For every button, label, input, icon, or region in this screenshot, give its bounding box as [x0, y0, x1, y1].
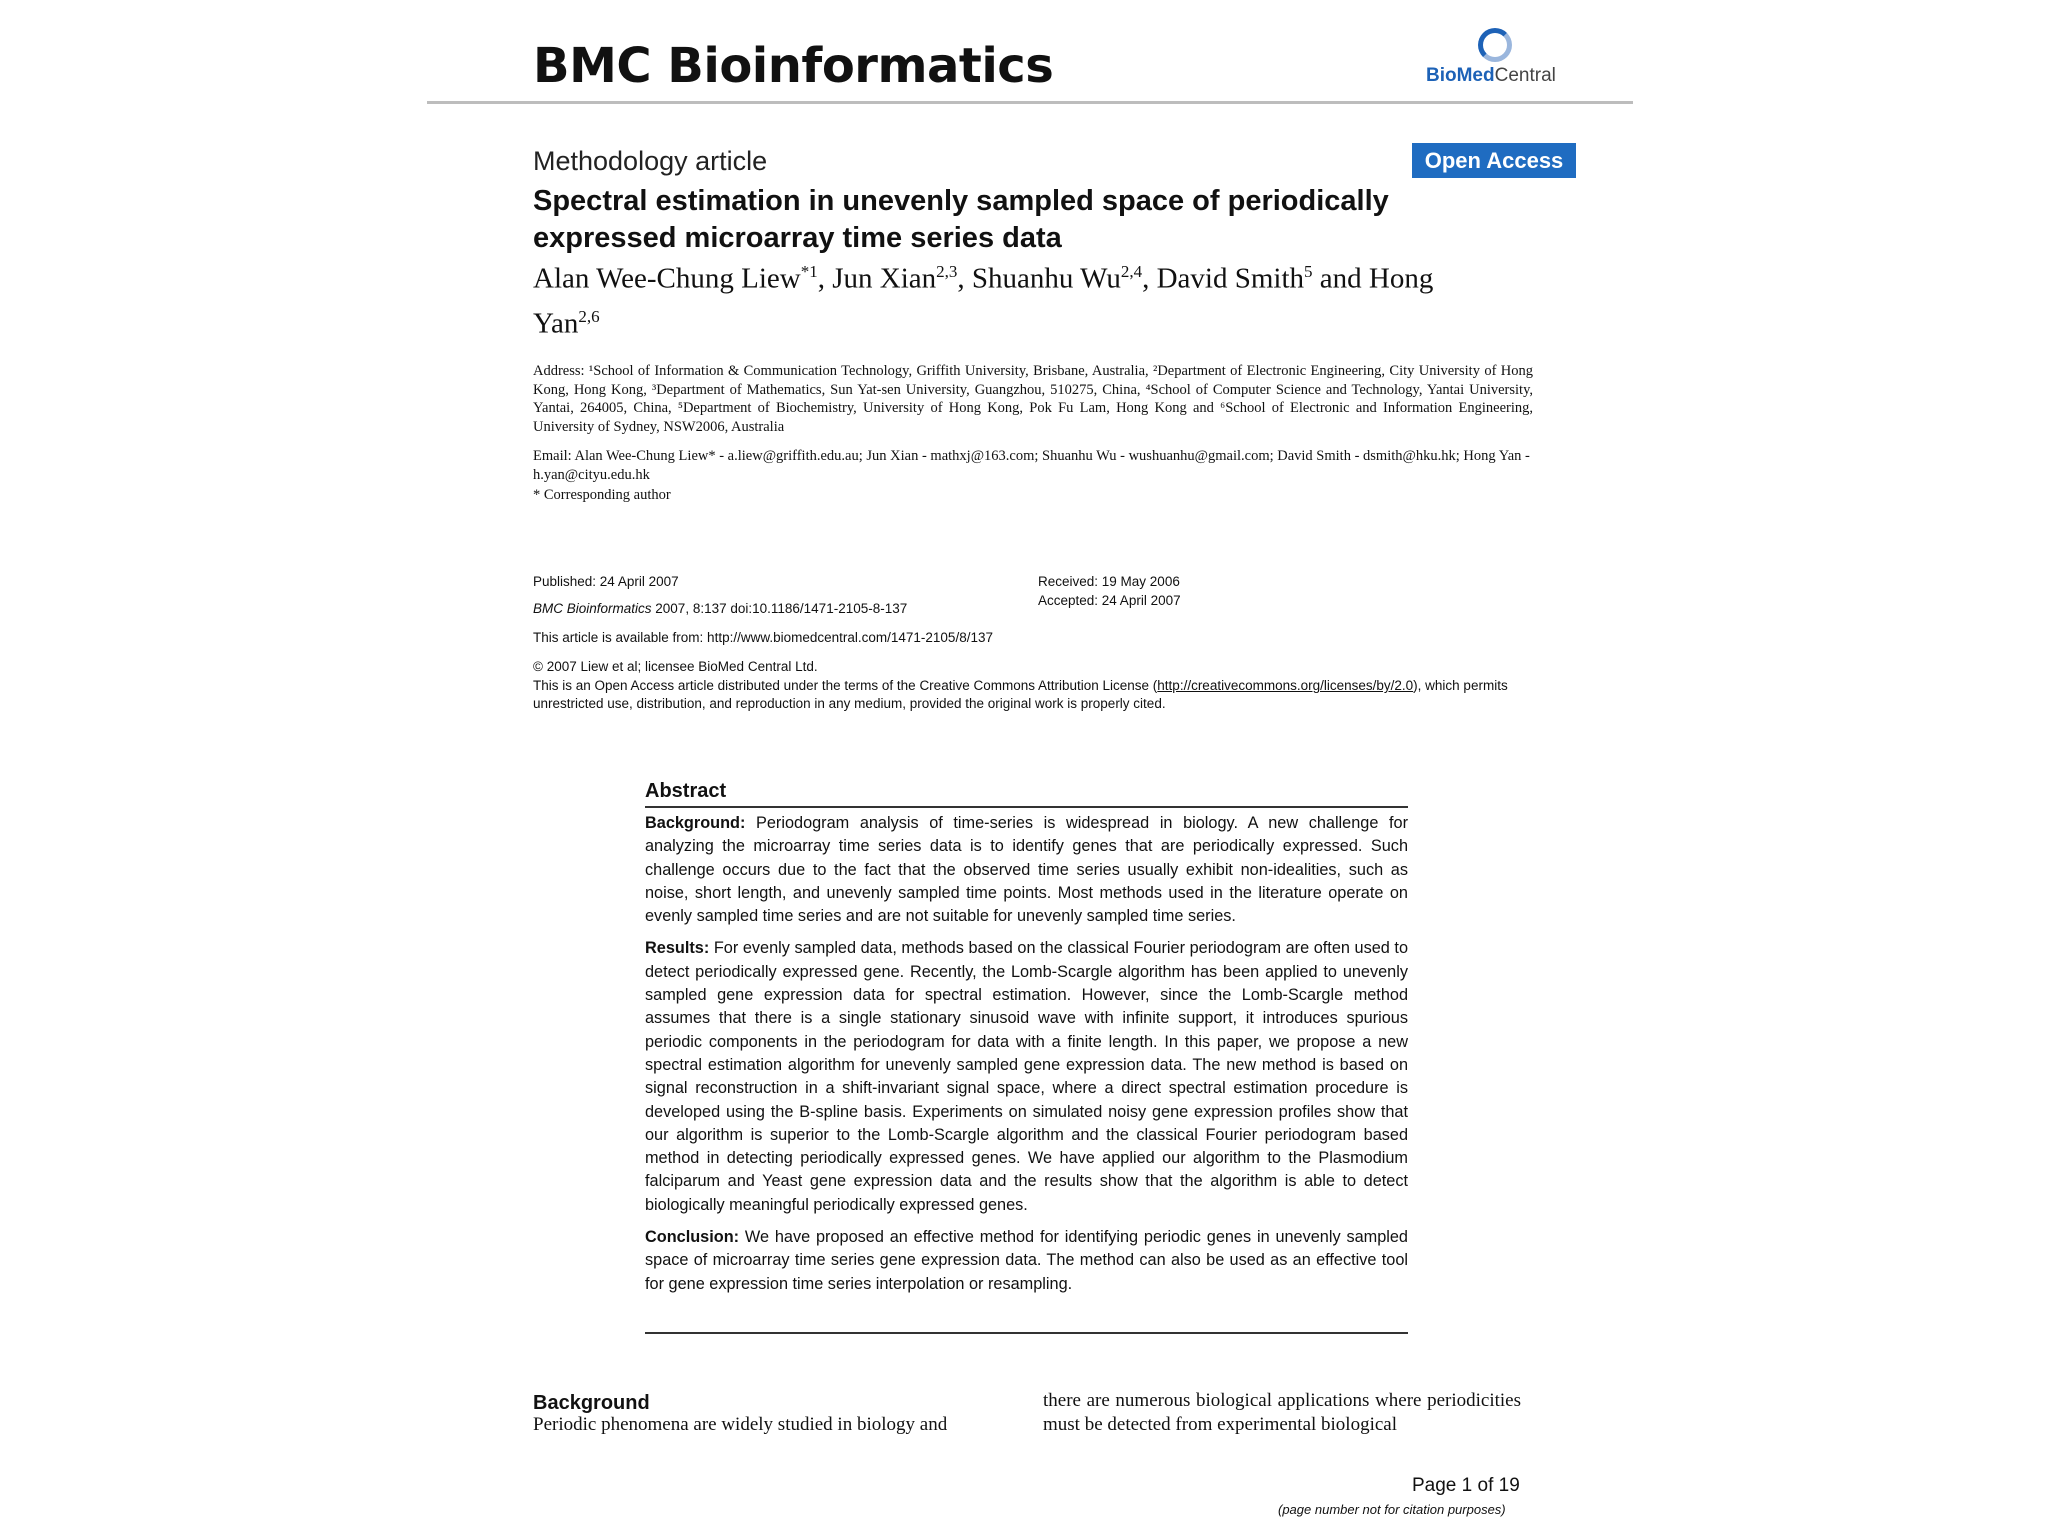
author-addresses: Address: ¹School of Information & Communication Technology, Griffith University, Brisbane, Australia, ²Department of Electronic Engineering, City University of Hong Kong, Hong Kong, ³Department of Mathematics, Sun Yat-sen University, Guangzhou, 510275, China, ⁴School of Computer Science and Technology, Yantai University, Yantai, 264005, China, ⁵Department of Biochemistry, University of Hong Kong, Pok Fu Lam, Hong Kong and ⁶School of Electronic and Information Engineering, University of Sydney, NSW2006, Australia — [533, 363, 1533, 435]
author-name: David Smith — [1156, 262, 1305, 295]
abstract-results-label: Results: — [645, 939, 710, 958]
author-separator: and — [1312, 262, 1369, 295]
abstract-results-text: For evenly sampled data, methods based on the classical Fourier periodogram are often used to detect periodically expressed gene. Recently, the Lomb-Scargle algorithm has been applied to unevenly sampled gene expression data for spectral estimation. However, since the Lomb-Scargle method assumes that there is a single stationary sinusoid wave with infinite support, it introduces spurious periodic components in the periodogram for data with a finite length. In this paper, we propose a new spectral estimation algorithm for unevenly sampled gene expression data. The new method is based on signal reconstruction in a shift-invariant signal space, where a direct spectral estimation procedure is developed using the B-spline basis. Experiments on simulated noisy gene expression profiles show that our algorithm is superior to the Lomb-Scargle algorithm and the classical Fourier periodogram based method in detecting periodically expressed genes. We have applied our algorithm to the Plasmodium falciparum and Yeast gene expression data and the results show that the algorithm is able to detect biologically meaningful periodically expressed genes. — [645, 939, 1408, 1214]
author-emails[interactable]: Email: Alan Wee-Chung Liew* - a.liew@griffith.edu.au; Jun Xian - mathxj@163.com; Shuanhu Wu - wushuanhu@gmail.com; David Smith - dsmith@hku.hk; Hong Yan - h.yan@cityu.edu.hk — [533, 448, 1530, 483]
citation-doi: 2007, 8:137 doi:10.1186/1471-2105-8-137 — [651, 601, 908, 616]
citation-journal: BMC Bioinformatics — [533, 601, 652, 616]
logo-bio: BioMed — [1426, 65, 1495, 86]
article-url[interactable]: This article is available from: http://www.biomedcentral.com/1471-2105/8/137 — [533, 630, 993, 645]
abstract-results — [645, 937, 1408, 1217]
background-heading: Background — [533, 1392, 650, 1414]
author-affiliation: 2,6 — [578, 306, 600, 326]
accepted-date: Accepted: 24 April 2007 — [1038, 593, 1181, 608]
author-name: Jun Xian — [832, 262, 937, 295]
author-name: Alan Wee-Chung Liew — [533, 262, 801, 295]
abstract-body — [645, 812, 1408, 1305]
author-list — [533, 253, 1493, 342]
received-date: Received: 19 May 2006 — [1038, 574, 1180, 589]
author-separator: , — [1142, 262, 1157, 295]
journal-title: BMC Bioinformatics — [533, 38, 1054, 94]
body-column-right: there are numerous biological applications where periodicities must be detected from experimental biological — [1043, 1390, 1521, 1435]
author-affiliation: 2,3 — [936, 262, 958, 281]
page-number: Page 1 of 19 — [1412, 1475, 1520, 1496]
author-affiliation: 2,4 — [1120, 262, 1143, 281]
license-link[interactable]: http://creativecommons.org/licenses/by/2.0 — [1157, 678, 1414, 693]
logo-wordmark — [1426, 65, 1556, 87]
body-column-left: Periodic phenomena are widely studied in biology and — [533, 1414, 948, 1435]
license-text-post: ), which permits unrestricted use, distribution, and reproduction in any medium, provided the original work is properly cited. — [533, 678, 1508, 711]
abstract-conclusion — [645, 1226, 1408, 1296]
biomed-logo-icon — [1478, 28, 1512, 62]
license-notice — [533, 677, 1543, 713]
abstract-bottom-rule — [645, 1332, 1408, 1334]
citation — [533, 601, 907, 616]
abstract-conclusion-text: We have proposed an effective method for identifying periodic genes in unevenly sampled space of microarray time series gene expression data. The method can also be used as an effective tool for gene expression time series interpolation or resampling. — [645, 1228, 1408, 1293]
author-name: Hong Yan — [533, 262, 1434, 340]
abstract-top-rule — [645, 806, 1408, 808]
abstract-conclusion-label: Conclusion: — [645, 1228, 740, 1247]
license-text-pre: This is an Open Access article distributed under the terms of the Creative Commons Attribution License ( — [533, 678, 1158, 693]
abstract-background-label: Background: — [645, 814, 746, 832]
paper-title: Spectral estimation in unevenly sampled space of periodically expressed microarray time series data — [533, 185, 1389, 254]
corresponding-author-note: * Corresponding author — [533, 487, 671, 503]
published-date: Published: 24 April 2007 — [533, 574, 679, 589]
article-type: Methodology article — [533, 146, 768, 176]
author-affiliation: 5 — [1304, 262, 1313, 281]
author-affiliation: *1 — [800, 262, 818, 281]
author-separator: , — [817, 262, 833, 295]
abstract-background-text: Periodogram analysis of time-series is widespread in biology. A new challenge for analyzing the microarray time series data is to identify genes that are periodically expressed. Such challenge occurs due to the fact that the observed time series usually exhibit non-idealities, such as noise, short length, and unevenly sampled time points. Most methods used in the literature operate on evenly sampled time series and are not suitable for unevenly sampled time series. — [645, 814, 1408, 926]
page-number-note: (page number not for citation purposes) — [1278, 1502, 1506, 1517]
abstract-background — [645, 812, 1408, 928]
abstract-heading: Abstract — [645, 780, 727, 802]
author-name: Shuanhu Wu — [971, 262, 1121, 295]
header-divider — [427, 101, 1633, 104]
author-separator: , — [957, 262, 972, 295]
copyright-notice: © 2007 Liew et al; licensee BioMed Central Ltd. — [533, 659, 818, 674]
logo-central: Central — [1494, 65, 1556, 86]
biomed-central-logo[interactable] — [1426, 28, 1566, 90]
open-access-badge: Open Access — [1412, 143, 1576, 178]
